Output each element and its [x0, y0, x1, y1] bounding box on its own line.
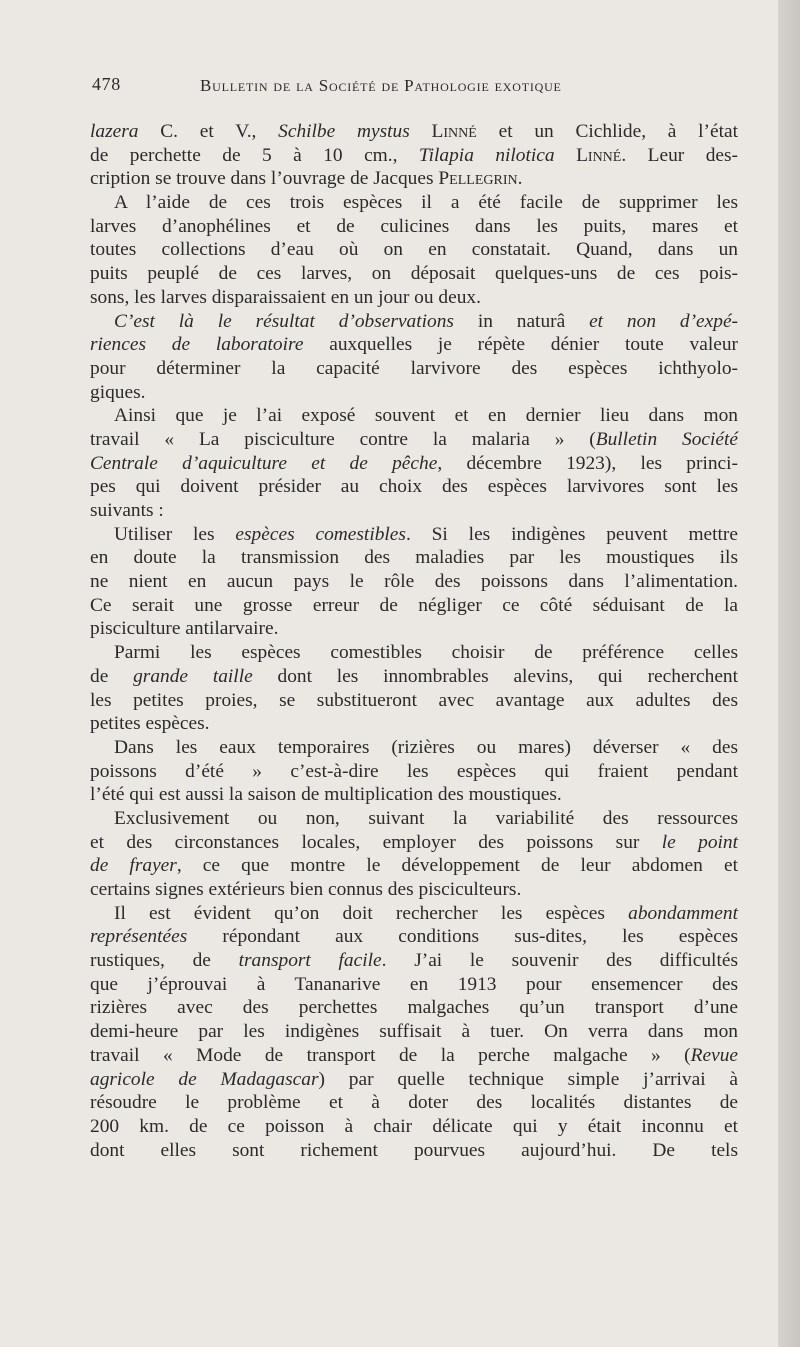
- text-segment: Ce serait une grosse erreur de négliger ce côté séduisant de la: [90, 594, 738, 616]
- text-segment: pisciculture antilarvaire.: [90, 618, 279, 640]
- text-line: [90, 1068, 738, 1092]
- running-header: [92, 74, 652, 102]
- text-segment: Parmi les espèces comestibles choisir de préférence celles: [114, 642, 738, 664]
- text-line: [90, 760, 738, 784]
- italic-text: riences de laboratoire: [90, 334, 304, 356]
- text-line: [90, 215, 738, 239]
- text-segment: .: [517, 168, 523, 190]
- text-line: [90, 523, 738, 547]
- body-text: [90, 120, 738, 1162]
- italic-text: Schilbe mystus: [278, 121, 410, 142]
- text-line: [90, 191, 738, 215]
- text-line: [90, 854, 738, 878]
- text-line: [90, 783, 738, 807]
- text-segment: toutes collections d’eau où on en constatait. Quand, dans un: [90, 239, 738, 261]
- text-line: [90, 428, 738, 452]
- text-line: [90, 167, 738, 191]
- text-segment: rustiques, de: [90, 950, 239, 972]
- text-segment: l’été qui est aussi la saison de multiplication des moustiques.: [90, 784, 562, 806]
- text-line: [90, 238, 738, 262]
- text-segment: [410, 121, 432, 142]
- smallcaps-text: Linné: [431, 121, 477, 142]
- text-segment: [555, 145, 576, 166]
- text-line: [90, 925, 738, 949]
- text-segment: travail « La pisciculture contre la malaria » (: [90, 428, 596, 450]
- text-segment: de perchette de 5 à 10 cm.,: [90, 144, 419, 166]
- text-segment: et des circonstances locales, employer des poissons sur: [90, 831, 662, 853]
- text-segment: petites espèces.: [90, 713, 210, 735]
- italic-text: Bulletin Société: [595, 428, 738, 450]
- text-segment: . Si les indigènes peuvent mettre: [405, 523, 738, 545]
- text-line: [90, 144, 738, 168]
- text-segment: ) par quelle technique simple j’arrivai à: [318, 1068, 739, 1090]
- text-segment: dont les innombrables alevins, qui recherchent: [252, 665, 739, 687]
- text-segment: pes qui doivent présider au choix des espèces larvivores sont les: [90, 476, 738, 498]
- text-line: [90, 452, 738, 476]
- text-line: [90, 404, 738, 428]
- text-segment: . Leur des-: [621, 144, 739, 166]
- text-line: [90, 570, 738, 594]
- text-segment: certains signes extérieurs bien connus des pisciculteurs.: [90, 879, 522, 900]
- text-segment: Exclusivement ou non, suivant la variabilité des ressources: [114, 807, 738, 829]
- text-segment: répondant aux conditions sus-dites, les espèces: [187, 926, 738, 948]
- text-segment: que j’éprouvai à Tananarive en 1913 pour ensemencer des: [90, 973, 738, 995]
- italic-text: Revue: [690, 1044, 738, 1066]
- text-segment: dont elles sont richement pourvues aujourd’hui. De tels: [90, 1139, 738, 1161]
- text-segment: de: [90, 665, 134, 687]
- text-line: [90, 310, 738, 334]
- italic-text: le point: [661, 831, 739, 853]
- italic-text: de frayer: [90, 855, 177, 877]
- text-line: [90, 712, 738, 736]
- text-segment: Il est évident qu’on doit rechercher les espèces: [114, 902, 629, 924]
- text-line: [90, 878, 738, 902]
- smallcaps-text: Pellegrin: [438, 168, 518, 190]
- text-segment: larves d’anophélines et de culicines dans les puits, mares et: [90, 215, 738, 237]
- text-line: [90, 475, 738, 499]
- text-line: [90, 665, 738, 689]
- text-line: [90, 594, 738, 618]
- text-line: [90, 996, 738, 1020]
- text-segment: suivants :: [90, 500, 164, 521]
- text-line: [90, 807, 738, 831]
- italic-text: grande taille: [133, 665, 253, 687]
- text-line: [90, 831, 738, 855]
- text-segment: 200 km. de ce poisson à chair délicate qui y était inconnu et: [90, 1115, 738, 1137]
- text-line: [90, 689, 738, 713]
- text-line: [90, 736, 738, 760]
- text-segment: pour déterminer la capacité larvivore des espèces ichthyolo-: [90, 357, 738, 379]
- text-segment: résoudre le problème et à doter des localités distantes de: [90, 1092, 738, 1114]
- text-line: [90, 499, 738, 523]
- text-segment: en doute la transmission des maladies par les moustiques ils: [90, 547, 738, 569]
- italic-text: Tilapia nilotica: [418, 144, 555, 166]
- text-segment: puits peuplé de ces larves, on déposait quelques-uns de ces pois-: [90, 263, 738, 285]
- text-segment: , décembre 1923), les princi-: [437, 452, 738, 474]
- text-line: [90, 1115, 738, 1139]
- text-segment: , ce que montre le développement de leur abdomen et: [176, 855, 738, 877]
- italic-text: abondamment: [628, 902, 738, 924]
- text-line: [90, 1091, 738, 1115]
- text-segment: giques.: [90, 381, 146, 403]
- text-segment: Utiliser les: [114, 523, 236, 545]
- text-line: [90, 902, 738, 926]
- italic-text: et non d’expé-: [589, 310, 739, 332]
- text-line: [90, 333, 738, 357]
- text-line: [90, 973, 738, 997]
- text-segment: A l’aide de ces trois espèces il a été facile de supprimer les: [114, 192, 738, 214]
- italic-text: C’est là le résultat d’observations: [114, 310, 454, 332]
- text-line: [90, 357, 738, 381]
- text-line: [90, 1020, 738, 1044]
- text-line: [90, 617, 738, 641]
- text-segment: cription se trouve dans l’ouvrage de Jacques: [90, 168, 439, 190]
- text-segment: et un Cichlide, à l’état: [476, 121, 738, 142]
- text-segment: demi-heure par les indigènes suffisait à tuer. On verra dans mon: [90, 1021, 738, 1043]
- text-segment: poissons d’été » c’est-à-dire les espèces qui fraient pendant: [90, 760, 738, 782]
- italic-text: lazera: [90, 121, 139, 142]
- text-segment: travail « Mode de transport de la perche malgache » (: [90, 1044, 691, 1066]
- text-segment: sons, les larves disparaissaient en un jour ou deux.: [90, 286, 481, 308]
- text-segment: auxquelles je répète dénier toute valeur: [303, 334, 739, 356]
- text-segment: Dans les eaux temporaires (rizières ou mares) déverser « des: [114, 736, 738, 758]
- running-title: Bulletin de la Société de Pathologie exotique: [200, 76, 562, 95]
- text-line: [90, 120, 738, 144]
- text-segment: Ainsi que je l’ai exposé souvent et en dernier lieu dans mon: [114, 405, 738, 427]
- text-line: [90, 641, 738, 665]
- text-line: [90, 1044, 738, 1068]
- text-segment: . J’ai le souvenir des difficultés: [381, 950, 738, 972]
- italic-text: transport facile: [238, 950, 382, 972]
- text-segment: les petites proies, se substitueront avec avantage aux adultes des: [90, 689, 738, 711]
- text-line: [90, 286, 738, 310]
- italic-text: représentées: [90, 926, 188, 948]
- page-number: 478: [92, 74, 121, 94]
- text-line: [90, 262, 738, 286]
- text-line: [90, 381, 738, 405]
- text-line: [90, 546, 738, 570]
- text-line: [90, 949, 738, 973]
- italic-text: Centrale d’aquiculture et de pêche: [90, 452, 438, 474]
- text-line: [90, 1139, 738, 1163]
- text-segment: in naturâ: [453, 310, 590, 332]
- italic-text: agricole de Madagascar: [90, 1068, 319, 1090]
- page-edge: [778, 0, 800, 1347]
- italic-text: espèces comestibles: [235, 523, 406, 545]
- smallcaps-text: Linné: [576, 144, 622, 166]
- text-segment: ne nient en aucun pays le rôle des poissons dans l’alimentation.: [90, 571, 738, 593]
- text-segment: rizières avec des perchettes malgaches qu’un transport d’une: [90, 997, 738, 1019]
- text-segment: C. et V.,: [138, 121, 279, 142]
